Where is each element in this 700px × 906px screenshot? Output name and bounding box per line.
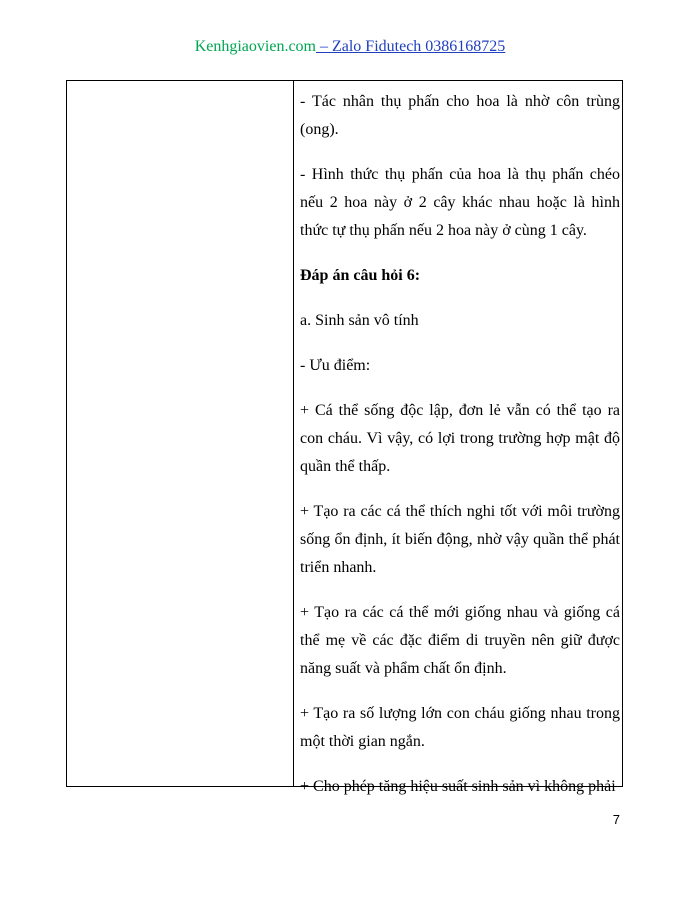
column-divider: [293, 81, 294, 786]
paragraph-advantage-3: + Tạo ra các cá thể mới giống nhau và giống cá thể mẹ về các đặc điểm di truyền nên giữ được năng suất và phẩm chất ổn định.: [300, 604, 620, 677]
header-separator: –: [315, 38, 332, 55]
page-header: [0, 38, 700, 56]
answer-heading: Đáp án câu hỏi 6:: [300, 267, 421, 284]
paragraph-advantage-5: + Cho phép tăng hiệu suất sinh sản vì không phải: [300, 778, 616, 795]
table-right-cell: [300, 88, 620, 818]
content-table: [66, 80, 623, 795]
paragraph-pollinator: - Tác nhân thụ phấn cho hoa là nhờ côn trùng (ong).: [300, 93, 620, 138]
header-contact-link[interactable]: Zalo Fidutech 0386168725: [331, 38, 506, 55]
paragraph-advantage-2: + Tạo ra các cá thể thích nghi tốt với môi trường sống ổn định, ít biến động, nhờ vậy quần thể phát triển nhanh.: [300, 503, 620, 576]
paragraph-advantages: - Ưu điểm:: [300, 357, 371, 374]
paragraph-advantage-4: + Tạo ra số lượng lớn con cháu giống nhau trong một thời gian ngắn.: [300, 705, 620, 750]
table-left-cell: [67, 81, 293, 786]
header-site: Kenhgiaovien.com: [194, 38, 316, 55]
paragraph-pollination-type: - Hình thức thụ phấn của hoa là thụ phấn chéo nếu 2 hoa này ở 2 cây khác nhau hoặc là hình thức tự thụ phấn nếu 2 hoa này ở cùng 1 cây.: [300, 166, 620, 239]
page-number: 7: [612, 812, 620, 827]
paragraph-advantage-1: + Cá thể sống độc lập, đơn lẻ vẫn có thể tạo ra con cháu. Vì vậy, có lợi trong trường hợp mật độ quần thể thấp.: [300, 402, 620, 475]
paragraph-asexual: a. Sinh sản vô tính: [300, 312, 419, 329]
